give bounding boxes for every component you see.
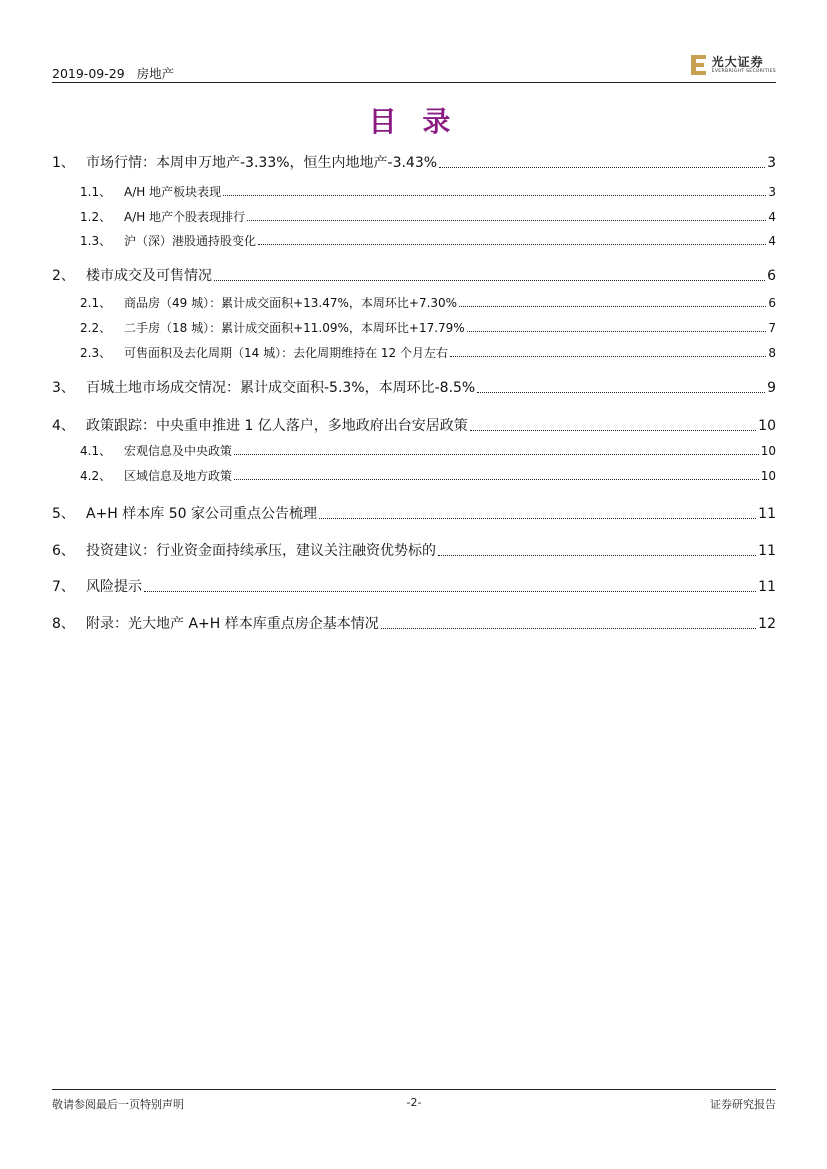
toc-entry-page: 8 xyxy=(768,346,776,360)
toc-entry-title: 附录：光大地产 A+H 样本库重点房企基本情况 xyxy=(86,616,379,632)
toc-entry[interactable] xyxy=(52,208,776,225)
toc-entry[interactable] xyxy=(52,265,776,285)
toc-entry-number: 8、 xyxy=(52,616,75,632)
toc-entry-number: 1.3、 xyxy=(80,234,112,248)
toc-entry-page: 9 xyxy=(767,380,776,396)
toc-entry-title: 沪（深）港股通持股变化 xyxy=(124,234,257,248)
toc-dot-leader xyxy=(450,356,766,357)
header-divider xyxy=(52,82,776,83)
footer-divider xyxy=(52,1089,776,1090)
toc-dot-leader xyxy=(234,479,759,480)
toc-entry-page: 11 xyxy=(758,506,776,522)
toc-dot-leader xyxy=(144,591,756,592)
toc-dot-leader xyxy=(438,555,756,556)
toc-entry[interactable] xyxy=(52,576,776,596)
toc-entry[interactable] xyxy=(52,540,776,560)
toc-entry-page: 3 xyxy=(768,185,776,199)
toc-entry[interactable] xyxy=(52,183,776,200)
toc-entry[interactable] xyxy=(52,613,776,633)
toc-entry[interactable] xyxy=(52,467,776,484)
everbright-logo xyxy=(690,52,776,78)
toc-dot-leader xyxy=(381,628,756,629)
toc-dot-leader xyxy=(467,331,767,332)
toc-entry-page: 10 xyxy=(758,418,776,434)
toc-dot-leader xyxy=(214,280,765,281)
toc-entry-title: A+H 样本库 50 家公司重点公告梳理 xyxy=(86,506,317,522)
toc-entry-page: 11 xyxy=(758,543,776,559)
toc-entry-title: 市场行情：本周申万地产-3.33%，恒生内地地产-3.43% xyxy=(86,155,438,171)
toc-entry-title: 商品房（49 城）：累计成交面积+13.47%，本周环比+7.30% xyxy=(124,296,458,310)
toc-entry-number: 2.2、 xyxy=(80,321,112,335)
toc-entry-number: 4、 xyxy=(52,418,75,434)
toc-entry-title: 宏观信息及中央政策 xyxy=(124,444,233,458)
toc-dot-leader xyxy=(319,518,756,519)
toc-entry[interactable] xyxy=(52,503,776,523)
toc-entry-title: 政策跟踪：中央重申推进 1 亿人落户，多地政府出台安居政策 xyxy=(86,418,468,434)
toc-entry-number: 4.2、 xyxy=(80,469,112,483)
toc-entry[interactable] xyxy=(52,344,776,361)
toc-entry[interactable] xyxy=(52,294,776,311)
toc-dot-leader xyxy=(477,392,765,393)
toc-dot-leader xyxy=(258,244,766,245)
toc-entry-page: 4 xyxy=(768,210,776,224)
toc-entry[interactable] xyxy=(52,442,776,459)
toc-entry-page: 4 xyxy=(768,234,776,248)
toc-entry-page: 10 xyxy=(760,469,776,483)
toc-entry-number: 5、 xyxy=(52,506,75,522)
toc-dot-leader xyxy=(234,454,759,455)
logo-text-cn: 光大证券 xyxy=(711,54,764,69)
toc-entry-page: 10 xyxy=(760,444,776,458)
toc-entry-page: 7 xyxy=(768,321,776,335)
toc-entry-title: 楼市成交及可售情况 xyxy=(86,268,212,284)
toc-entry-number: 1、 xyxy=(52,155,75,171)
toc-entry-page: 11 xyxy=(758,579,776,595)
toc-entry-title: 二手房（18 城）：累计成交面积+11.09%，本周环比+17.79% xyxy=(124,321,465,335)
toc-entry-page: 12 xyxy=(758,616,776,632)
toc-entry-title: 百城土地市场成交情况：累计成交面积-5.3%，本周环比-8.5% xyxy=(86,380,476,396)
toc-entry-page: 6 xyxy=(768,296,776,310)
toc-dot-leader xyxy=(223,195,766,196)
everbright-logo-icon xyxy=(690,54,708,76)
toc-entry-number: 2.1、 xyxy=(80,296,112,310)
toc-entry-title: A/H 地产板块表现 xyxy=(124,185,222,199)
toc-entry-title: A/H 地产个股表现排行 xyxy=(124,210,246,224)
logo-text-en: EVERBRIGHT SECURITIES xyxy=(711,68,776,74)
toc-entry-number: 4.1、 xyxy=(80,444,112,458)
footer-report-type: 证券研究报告 xyxy=(710,1098,776,1111)
toc-dot-leader xyxy=(470,430,756,431)
footer-disclaimer: 敬请参阅最后一页特别声明 xyxy=(52,1098,184,1111)
toc-entry-number: 2.3、 xyxy=(80,346,112,360)
footer-page-number: -2- xyxy=(406,1096,422,1109)
toc-entry[interactable] xyxy=(52,377,776,397)
report-date: 2019-09-29 xyxy=(52,66,125,81)
toc-entry[interactable] xyxy=(52,415,776,435)
toc-entry-title: 风险提示 xyxy=(86,579,142,595)
toc-title: 目 录 xyxy=(368,105,459,138)
toc-entry-number: 2、 xyxy=(52,268,75,284)
toc-entry-number: 6、 xyxy=(52,543,75,559)
toc-dot-leader xyxy=(247,220,766,221)
toc-entry-number: 7、 xyxy=(52,579,75,595)
toc-entry[interactable] xyxy=(52,319,776,336)
toc-entry-title: 投资建议：行业资金面持续承压，建议关注融资优势标的 xyxy=(86,543,436,559)
toc-entry-number: 3、 xyxy=(52,380,75,396)
toc-entry[interactable] xyxy=(52,232,776,249)
toc-entry-number: 1.1、 xyxy=(80,185,112,199)
toc-entry[interactable] xyxy=(52,152,776,172)
toc-dot-leader xyxy=(459,306,766,307)
toc-entry-number: 1.2、 xyxy=(80,210,112,224)
toc-dot-leader xyxy=(439,167,765,168)
report-sector: 房地产 xyxy=(136,66,175,81)
toc-entry-title: 可售面积及去化周期（14 城）：去化周期维持在 12 个月左右 xyxy=(124,346,448,360)
toc-entry-page: 3 xyxy=(767,155,776,171)
header-meta xyxy=(52,64,174,82)
toc-entry-title: 区域信息及地方政策 xyxy=(124,469,233,483)
page-header xyxy=(52,54,776,82)
toc-entry-page: 6 xyxy=(767,268,776,284)
